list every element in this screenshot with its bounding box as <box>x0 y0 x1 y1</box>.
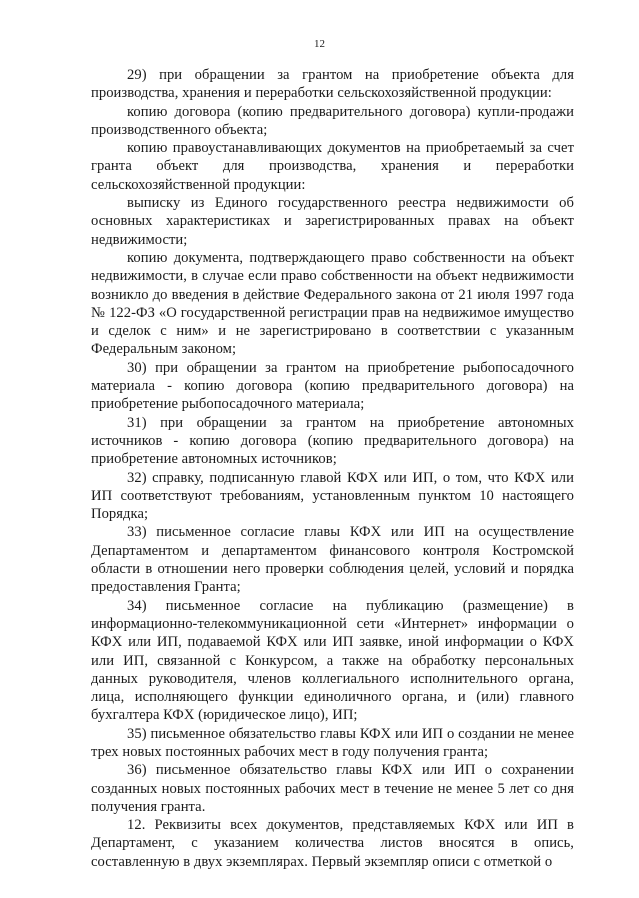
paragraph-31: 31) при обращении за грантом на приобретение автономных источников - копию договора (копию предварительного договора) на приобретение автономных источников; <box>91 414 574 468</box>
page-number: 12 <box>314 38 325 50</box>
paragraph-29: 29) при обращении за грантом на приобретение объекта для производства, хранения и переработки сельскохозяйственной продукции: <box>91 67 574 102</box>
paragraph-12: 12. Реквизиты всех документов, представляемых КФХ или ИП в Департамент, с указанием количества листов вносятся в опись, составленную в двух экземплярах. Первый экземпляр описи с отметкой о <box>91 817 574 870</box>
paragraph-34: 34) письменное согласие на публикацию (размещение) в информационно-телекоммуникационной сети «Интернет» информации о КФХ или ИП, подаваемой КФХ или ИП заявке, иной информации о КФХ или ИП, связанной с Конкурсом, а также на обработку персональных данных руководителя, членов коллегиального исполнительного органа, лица, исполняющего функции единоличного органа, и (или) главного бухгалтера КФХ (юридическое лицо), ИП; <box>91 597 574 724</box>
document-body <box>91 66 574 871</box>
paragraph-33: 33) письменное согласие главы КФХ или ИП на осуществление Департаментом и департаментом финансового контроля Костромской области в отношении него проверки соблюдения целей, условий и порядка предоставления Гранта; <box>91 524 574 596</box>
paragraph-registry-extract: выписку из Единого государственного реестра недвижимости об основных характеристиках и зарегистрированных правах на объект недвижимости; <box>91 195 574 248</box>
paragraph-sale-contract-copy: копию договора (копию предварительного договора) купли-продажи производственного объекта; <box>91 103 574 138</box>
paragraph-30: 30) при обращении за грантом на приобретение рыбопосадочного материала - копию договора (копию предварительного договора) на приобретение рыбопосадочного материала; <box>91 359 574 413</box>
paragraph-32: 32) справку, подписанную главой КФХ или ИП, о том, что КФХ или ИП соответствуют требованиям, установленным пунктом 10 настоящего Порядка; <box>91 469 574 523</box>
paragraph-35: 35) письменное обязательство главы КФХ или ИП о создании не менее трех новых постоянных рабочих мест в году получения гранта; <box>91 725 574 760</box>
paragraph-title-documents-copy: копию правоустанавливающих документов на приобретаемый за счет гранта объект для производства, хранения и переработки сельскохозяйственной продукции: <box>91 140 574 193</box>
paragraph-ownership-document-copy: копию документа, подтверждающего право собственности на объект недвижимости, в случае если право собственности на объект недвижимости возникло до введения в действие Федерального закона от 21 июля 1997 года № 122-ФЗ «О государственной регистрации прав на недвижимое имущество и сделок с ним» и не зарегистрировано в соответствии с указанным Федеральным законом; <box>91 249 574 358</box>
paragraph-36: 36) письменное обязательство главы КФХ или ИП о сохранении созданных новых постоянных рабочих мест в течение не менее 5 лет со дня получения гранта. <box>91 762 574 815</box>
